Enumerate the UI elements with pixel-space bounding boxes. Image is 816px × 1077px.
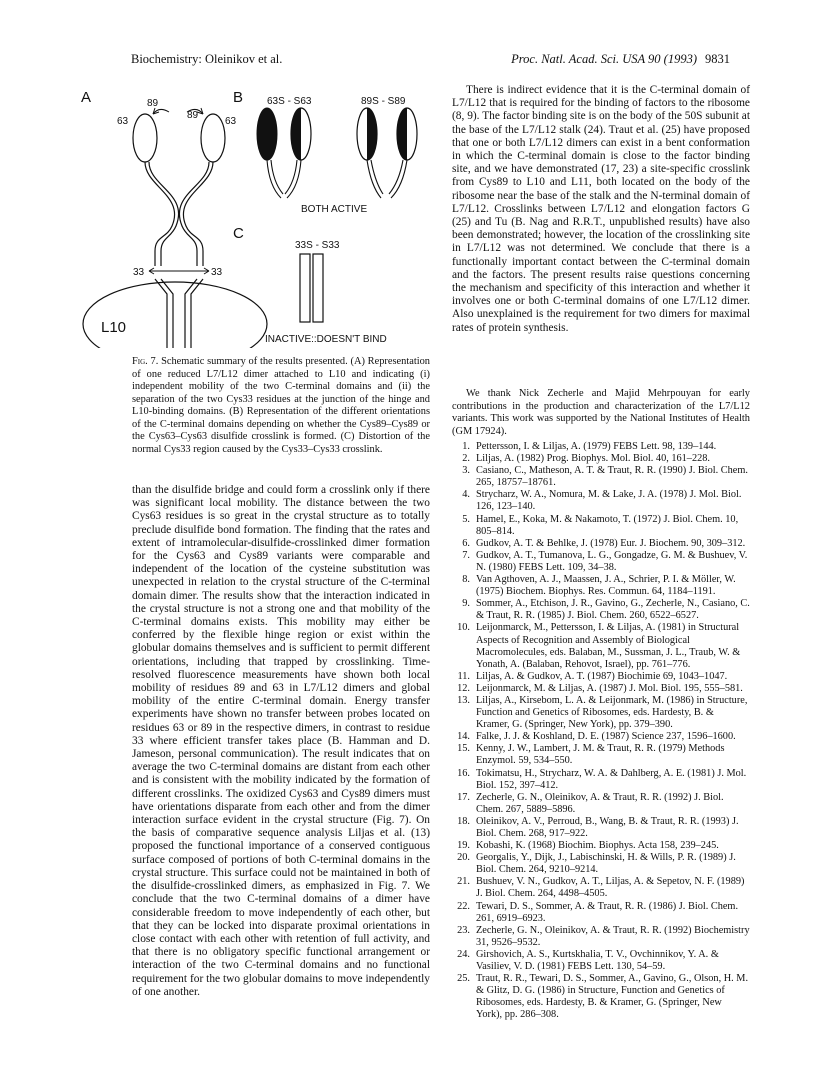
figure-caption-label: Fig. 7. <box>132 356 159 367</box>
b89-domain-right-fill <box>397 108 407 160</box>
reference-item: 22. Tewari, D. S., Sommer, A. & Traut, R. R. (1986) J. Biol. Chem. 261, 6919–6923. <box>457 900 739 924</box>
reference-item: 12. Leijonmarck, M. & Liljas, A. (1987) J. Mol. Biol. 195, 555–581. <box>457 682 743 694</box>
reference-item: 15. Kenny, J. W., Lambert, J. M. & Traut, R. R. (1979) Methods Enzymol. 59, 534–550. <box>457 743 725 767</box>
figure-7-schematic <box>75 86 439 348</box>
reference-item: 18. Oleinikov, A. V., Perroud, B., Wang, B. & Traut, R. R. (1993) J. Biol. Chem. 268, 917–922. <box>457 815 739 839</box>
reference-item: 25. Traut, R. R., Tewari, D. S., Sommer, A., Gavino, G., Olson, H. M. & Glitz, D. G. (1986) in Structure, Function and Genetics of Ribosomes, eds. Hardesty, B. & Kramer, G. (Springer, New York), pp. 286–308. <box>457 973 749 1021</box>
label-89-left: 89 <box>147 98 159 109</box>
reference-item: 13. Liljas, A., Kirsebom, L. A. & Leijonmark, M. (1986) in Structure, Function and Genetics of Ribosomes, eds. Hardesty, B. & Kramer, G. (Springer, New York), pp. 379–390. <box>457 694 748 731</box>
reference-item: 23. Zecherle, G. N., Oleinikov, A. & Traut, R. R. (1992) Biochemistry 31, 9526–9532. <box>457 924 750 948</box>
reference-item: 9. Sommer, A., Etchison, J. R., Gavino, G., Zecherle, N., Casiano, C. & Traut, R. R. (1985) J. Biol. Chem. 260, 6522–6527. <box>462 598 750 622</box>
reference-item: 3. Casiano, C., Matheson, A. T. & Traut, R. R. (1990) J. Biol. Chem. 265, 18757–18761. <box>462 465 748 489</box>
reference-item: 24. Girshovich, A. S., Kurtskhalia, T. V., Ovchinnikov, Y. A. & Vasiliev, V. D. (1981) FEBS Lett. 130, 54–59. <box>457 948 719 973</box>
reference-item: 5. Hamel, E., Koka, M. & Nakamoto, T. (1972) J. Biol. Chem. 10, 805–814. <box>462 513 739 537</box>
reference-item: 16. Tokimatsu, H., Strycharz, W. A. & Dahlberg, A. E. (1981) J. Mol. Biol. 152, 397–412. <box>457 767 747 791</box>
panel-c-label: C <box>233 225 244 242</box>
ntd-right-b <box>191 279 203 348</box>
ntd-left-b <box>155 279 167 348</box>
label-89-right: 89 <box>187 110 199 121</box>
reference-item: 11. Liljas, A. & Gudkov, A. T. (1987) Biochimie 69, 1043–1047. <box>457 670 728 682</box>
reference-item: 19. Kobashi, K. (1968) Biochim. Biophys. Acta 158, 239–245. <box>457 840 719 852</box>
reference-item: 8. Van Agthoven, A. J., Maassen, J. A., Schrier, P. I. & Möller, W. (1975) Biochem. Biophys. Res. Commun. 64, 1184–1191. <box>462 574 736 598</box>
acknowledgments: We thank Nick Zecherle and Majid Mehrpouyan for early contributions in the production and characterization of the L7/L12 variants. This work was supported by the National Institutes of Health (GM 17924). <box>452 388 750 437</box>
reference-item: 14. Falke, J. J. & Koshland, D. E. (1987) Science 237, 1596–1600. <box>457 731 736 743</box>
discussion-paragraph-2: There is indirect evidence that it is the C-terminal domain of L7/L12 that is required for the binding of factors to the ribosome (8, 9). The factor binding site is on the body of the 50S subunit at the base of the L7/L12 stalk (24). Traut et al. (25) have proposed that one or both L7/L12 dimers can exist in a bent conformation in which the C-terminal domain is close to the factor binding site, and we have demonstrated (17, 23) a site-specific crosslink from Cys89 to L10 and L11, both located on the body of the ribosome near the base of the stalk and the N-terminal domain of L7/L12. Crosslinks between L7/L12 and elongation factors G (25) and Tu (B. Nag and R.R.T., unpublished results) have also been demonstrated; however, the location of the crosslinking site in L7/L12 was not determined. We conclude that there is a functionally important contact between the C-terminal domain and the factors. The present results raise questions concerning the mechanism and specificity of this interaction and whether it involves one or both C-terminal domains of one L7/L12 dimer. Also unexplained is the requirement for two dimers for maximal rates of protein synthesis. <box>452 84 750 334</box>
figure-caption-text: Schematic summary of the results presented. (A) Representation of one reduced L7/L12 dimer attached to L10 and indicating (i) independent mobility of the two C-terminal domains and (ii) the separation of the two Cys33 residues at the junction of the hinge and L10-binding domains. (B) Representation of the different orientations of the C-terminal domains depending on whether the Cys89–Cys89 or the Cys63–Cys63 disulfide crosslink is formed. (C) Distortion of the normal Cys33 region caused by the Cys33–Cys33 crosslink. <box>132 356 430 455</box>
hinge-left <box>145 162 175 266</box>
separation-arrow <box>149 268 209 274</box>
discussion-paragraph: than the disulfide bridge and could form a crosslink only if there was significant local mobility. The distance between the two Cys63 residues is so great in the crystal structure as to totally preclude disulfide bond formation. The finding that the rates and extent of intramolecular-disulfide-crosslinked dimer formation for the Cys63 and Cys89 variants were comparable and independent of the location of the cysteine substitution was unexpected in relation to the crystal structure of the C-terminal domain dimer. The results show that the interaction indicated in the crystal structure is not a strong one and that mobility of the C-terminal domains exists. This mobility may either be conferred by the flexible hinge region or exist within the globular domains themselves and is sufficient to permit different orientations, including that trapped by crosslinking. Time-resolved fluorescence measurements have shown both local mobility of residues 89 and 63 in L7/L12 dimers and global mobility of the entire C-terminal domain. Energy transfer experiments have shown no transfer between probes located on residues 63 or 89 in the respective dimers, in contrast to residue 33 where efficient transfer takes place (B. Hamman and D. Jameson, personal communication). The result indicates that on average the two C-terminal domains are distant from each other and is consistent with the mobility indicated by the formation of different crosslinks. The oxidized Cys63 and Cys89 dimers must have orientations disparate from each other and from the dimer interaction surface evident in the crystal structure (Fig. 7). On the basis of comparative sequence analysis Liljas et al. (13) proposed the functional importance of a conserved contiguous surface composed of portions of both C-terminal domains in the crystal structure. This surface could not be maintained in both of the disulfide-crosslinked dimers, as emphasized in Fig. 7. We conclude that the two C-terminal domains of a dimer have considerable freedom to move independently of each other, but that they can be locked into disparate proximal orientations in close contact with each other with retention of full activity, and that there is no obligatory specific functional arrangement or interaction of the two C-terminal domains and no functional requirement for the two globular domains to move independently of one another. <box>132 484 430 998</box>
c-terminal-domain-left <box>133 114 157 162</box>
left-column-body <box>132 484 430 999</box>
b89-domain-left-fill <box>367 108 377 160</box>
reference-item: 21. Bushuev, V. N., Gudkov, A. T., Liljas, A. & Sepetov, N. F. (1989) J. Biol. Chem. 264, 4498–4505. <box>457 876 745 900</box>
label-33-right: 33 <box>211 267 223 278</box>
panel-b-label-89: 89S - S89 <box>361 96 406 107</box>
l10-protein <box>83 282 267 348</box>
panel-b-label-63: 63S - S63 <box>267 96 312 107</box>
label-33-left: 33 <box>133 267 145 278</box>
c-terminal-domain-right <box>201 114 225 162</box>
page-number: 9831 <box>705 52 730 66</box>
hinge-right <box>183 162 213 266</box>
panel-c-label-33: 33S - S33 <box>295 240 340 251</box>
reference-item: 10. Leijonmarck, M., Pettersson, I. & Liljas, A. (1981) in Structural Aspects of Recognition and Assembly of Biological Macromolecules, eds. Balaban, M., Sussman, J. L., Traub, W. & Yonath, A. (Balaban, Rehovot, Israel), pp. 761–776. <box>457 622 741 670</box>
reference-item: 6. Gudkov, A. T. & Behlke, J. (1978) Eur. J. Biochem. 90, 309–312. <box>462 537 746 549</box>
reference-item: 17. Zecherle, G. N., Oleinikov, A. & Traut, R. R. (1992) J. Biol. Chem. 267, 5889–5896. <box>457 791 724 815</box>
label-l10: L10 <box>101 319 127 336</box>
figure-caption <box>132 356 430 456</box>
right-column-body <box>452 84 750 335</box>
label-63-left: 63 <box>117 116 129 127</box>
reference-item: 20. Georgalis, Y., Dijk, J., Labischinski, H. & Wills, P. R. (1989) J. Biol. Chem. 264, 9210–9214. <box>457 852 736 876</box>
reference-item: 7. Gudkov, A. T., Tumanova, L. G., Gongadze, G. M. & Bushuev, V. N. (1980) FEBS Lett. 109, 34–38. <box>462 549 748 573</box>
reference-list <box>452 441 750 1022</box>
panel-b-caption: BOTH ACTIVE <box>301 204 368 215</box>
b63-hinges <box>267 160 301 198</box>
running-header-authors: Biochemistry: Oleinikov et al. <box>131 52 283 66</box>
journal-citation: Proc. Natl. Acad. Sci. USA 90 (1993) <box>511 52 697 66</box>
reference-item: 4. Strycharz, W. A., Nomura, M. & Lake, J. A. (1978) J. Mol. Biol. 126, 123–140. <box>462 489 742 513</box>
c-ntd-left <box>300 254 310 322</box>
b63-domain-left <box>257 108 277 160</box>
reference-item: 1. Pettersson, I. & Liljas, A. (1979) FEBS Lett. 98, 139–144. <box>462 441 717 452</box>
reference-item: 2. Liljas, A. (1982) Prog. Biophys. Mol. Biol. 40, 161–228. <box>462 453 710 465</box>
label-63-right: 63 <box>225 116 237 127</box>
c-ntd-right <box>313 254 323 322</box>
b89-hinges <box>367 160 407 198</box>
b63-domain-right-fill <box>291 108 301 160</box>
panel-a-label: A <box>81 89 92 106</box>
running-header-journal <box>484 52 730 67</box>
panel-b-label: B <box>233 89 244 106</box>
panel-c-caption: INACTIVE::DOESN'T BIND <box>265 334 387 345</box>
